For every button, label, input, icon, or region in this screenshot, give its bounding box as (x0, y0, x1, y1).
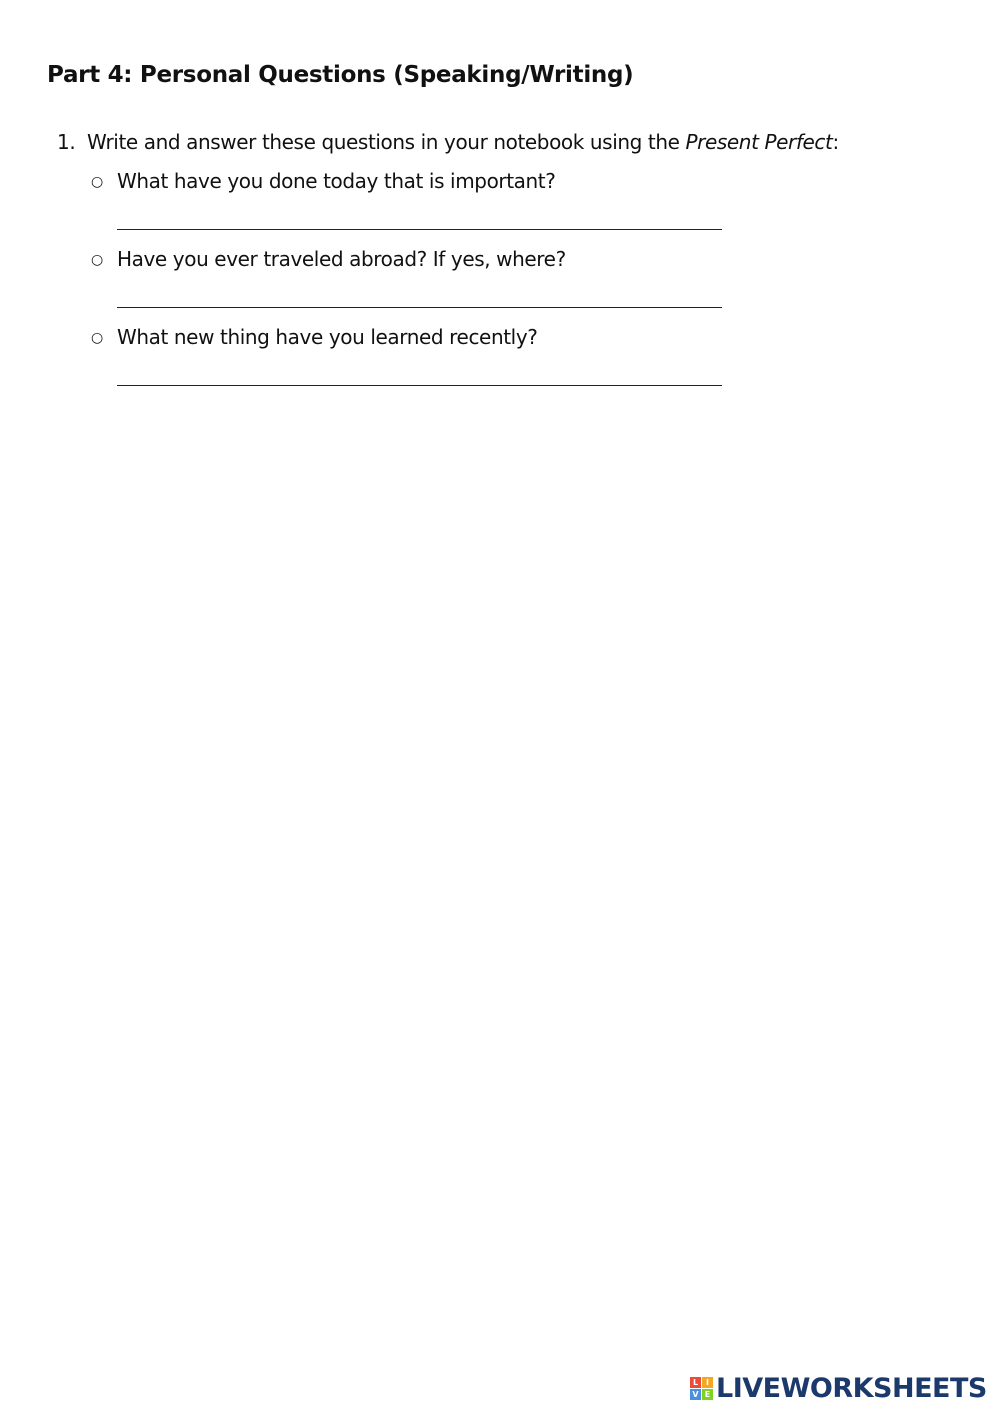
logo-cell: V (690, 1389, 701, 1400)
logo-mark-icon (690, 1377, 713, 1400)
logo-cell: L (690, 1377, 701, 1388)
instruction-item (57, 130, 839, 154)
instruction-emphasis: Present Perfect (685, 130, 833, 154)
circle-bullet-icon: ○ (91, 174, 103, 190)
list-number: 1. (57, 130, 76, 154)
circle-bullet-icon: ○ (91, 252, 103, 268)
question-text: What new thing have you learned recently? (117, 325, 538, 349)
question-item (91, 169, 555, 193)
logo-text: LIVEWORKSHEETS (716, 1373, 987, 1404)
question-text: Have you ever traveled abroad? If yes, where? (117, 247, 566, 271)
logo-cell: I (702, 1377, 713, 1388)
question-item (91, 247, 566, 271)
liveworksheets-logo (690, 1373, 987, 1404)
page-title: Part 4: Personal Questions (Speaking/Writing) (47, 62, 634, 88)
logo-cell: E (702, 1389, 713, 1400)
circle-bullet-icon: ○ (91, 330, 103, 346)
question-item (91, 325, 537, 349)
answer-line[interactable] (117, 385, 722, 386)
instruction-punctuation: : (832, 130, 839, 154)
question-text: What have you done today that is important? (117, 169, 556, 193)
instruction-text: Write and answer these questions in your notebook using the (87, 130, 686, 154)
answer-line[interactable] (117, 229, 722, 230)
answer-line[interactable] (117, 307, 722, 308)
